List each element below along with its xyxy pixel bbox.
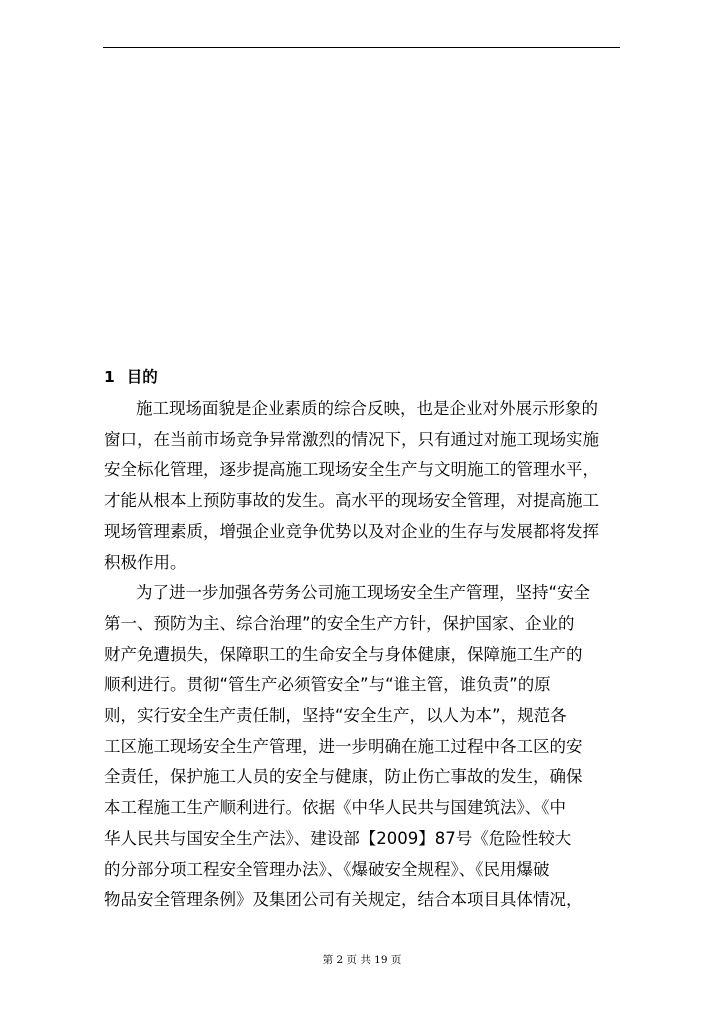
paragraph-1 — [104, 394, 618, 578]
paragraph-line: 现场管理素质，增强企业竞争优势以及对企业的生存与发展都将发挥 — [104, 521, 599, 541]
page-content — [104, 366, 618, 916]
paragraph-line: 顺利进行。贯彻“管生产必须管安全”与“谁主管，谁负责”的原 — [104, 675, 551, 695]
page-footer: 第 2 页 共 19 页 — [322, 954, 402, 966]
paragraph-line: 才能从根本上预防事故的发生。高水平的现场安全管理，对提高施工 — [104, 491, 599, 511]
paragraph-line: 本工程施工生产顺利进行。依据《中华人民共与国建筑法》、《中 — [104, 798, 566, 818]
paragraph-line: 安全标化管理，逐步提高施工现场安全生产与文明施工的管理水平， — [104, 460, 599, 480]
section-number: 1 — [104, 368, 115, 386]
paragraph-2 — [104, 578, 618, 916]
paragraph-line: 华人民共与国安全生产法》、建设部【2009】87号《危险性较大 — [104, 828, 572, 848]
section-title: 目的 — [126, 368, 158, 386]
paragraph-line: 的分部分项工程安全管理办法》、《爆破安全规程》、《民用爆破 — [104, 859, 550, 879]
paragraph-line: 则，实行安全生产责任制，坚持“安全生产，以人为本”，规范各 — [104, 706, 567, 726]
paragraph-line: 财产免遭损失，保障职工的生命安全与身体健康，保障施工生产的 — [104, 644, 583, 664]
paragraph-line: 第一、预防为主、综合治理”的安全生产方针，保护国家、企业的 — [104, 613, 575, 633]
paragraph-line: 施工现场面貌是企业素质的综合反映，也是企业对外展示形象的 — [136, 399, 598, 418]
paragraph-line: 全责任，保护施工人员的安全与健康，防止伤亡事故的发生，确保 — [104, 767, 583, 787]
paragraph-line: 物品安全管理条例》及集团公司有关规定，结合本项目具体情况， — [104, 890, 583, 910]
paragraph-line: 为了进一步加强各劳务公司施工现场安全生产管理，坚持“安全 — [136, 583, 591, 603]
section-heading — [104, 366, 618, 388]
header-rule — [103, 47, 620, 48]
paragraph-line: 工区施工现场安全生产管理，进一步明确在施工过程中各工区的安 — [104, 736, 583, 756]
paragraph-line: 积极作用。 — [104, 552, 187, 572]
paragraph-line: 窗口，在当前市场竞争异常激烈的情况下，只有通过对施工现场实施 — [104, 429, 599, 449]
